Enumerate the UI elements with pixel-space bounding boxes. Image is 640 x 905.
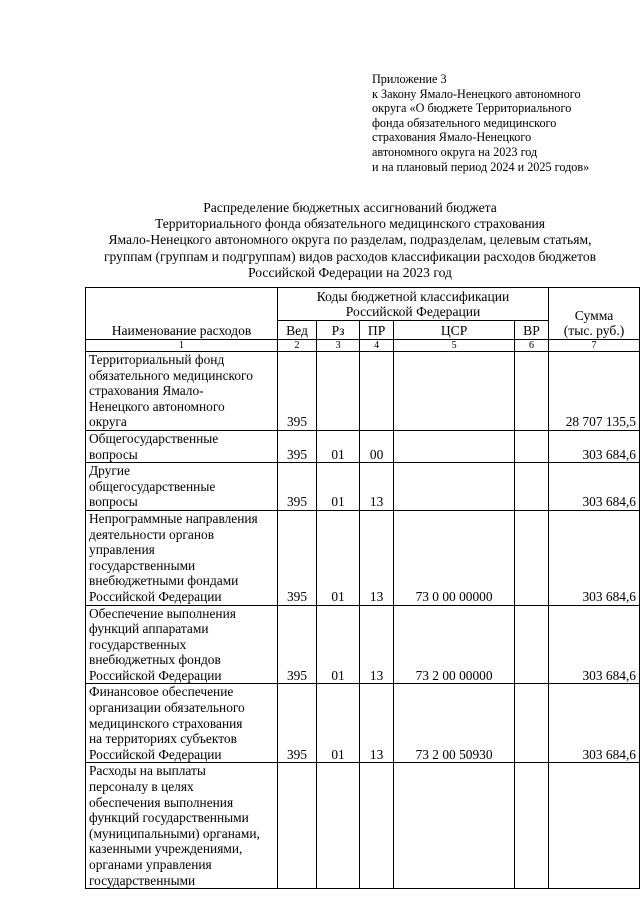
column-index-row [86,340,640,352]
header-sum [549,288,640,340]
row-name-line: страхования Ямало- [89,383,204,399]
row-sum: 303 684,6 [549,510,640,605]
table-row [86,352,640,431]
table-row [86,463,640,511]
row-name-line: медицинского страхования [89,715,243,731]
header-name: Наименование расходов [86,288,278,340]
title-line: Ямало-Ненецкого автономного округа по разделам, подразделам, целевым статьям, [108,232,592,248]
row-name-line: персоналу в целях [89,779,194,795]
column-index: 7 [549,340,640,352]
row-vr [514,352,548,431]
row-ved [278,763,317,889]
row-name [86,510,278,605]
table-row [86,430,640,462]
row-name-line: Территориальный фонд [89,352,225,367]
row-name-line: Обеспечение выполнения [89,605,236,621]
row-sum: 303 684,6 [549,684,640,763]
row-sum: 28 707 135,5 [549,352,640,431]
row-csr [394,430,515,462]
row-name-line: казенными учреждениями, [89,841,243,857]
row-ved: 395 [278,605,317,684]
column-index: 2 [278,340,317,352]
row-pr: 13 [360,684,394,763]
row-rz: 01 [317,510,360,605]
row-rz: 01 [317,463,360,511]
header-sum-line1: Сумма [574,307,614,323]
row-rz: 01 [317,430,360,462]
row-name-line: на территориях субъектов [89,731,237,747]
table-row [86,510,640,605]
row-rz [317,763,360,889]
document-title [60,200,640,281]
row-pr [360,352,394,431]
row-name-line: вопросы [89,494,138,510]
row-name [86,605,278,684]
row-name-line: Расходы на выплаты [89,763,206,779]
appendix-line: автономного округа на 2023 год [372,144,538,159]
row-name-line: Российской Федерации [89,746,222,762]
row-name-line: государственными [89,557,196,573]
row-name-line: организации обязательного [89,700,245,716]
row-name-line: Российской Федерации [89,588,222,604]
row-ved: 395 [278,430,317,462]
header-codes [278,288,549,321]
row-name [86,352,278,431]
appendix-line: округа «О бюджете Территориального [372,101,572,116]
column-index: 3 [317,340,360,352]
row-name-line: Непрограммные направления [89,510,258,526]
row-name [86,430,278,462]
row-csr [394,463,515,511]
row-rz: 01 [317,684,360,763]
row-pr: 00 [360,430,394,462]
header-vr: ВР [514,321,548,340]
row-name-line: внебюджетными фондами [89,573,239,589]
row-name-line: органами управления [89,857,212,872]
row-rz: 01 [317,605,360,684]
row-name-line: общегосударственные [89,478,216,494]
appendix-line: страхования Ямало-Ненецкого [372,130,532,145]
appendix-line: и на плановый период 2024 и 2025 годов» [372,159,590,174]
row-name-line: (муниципальными) органами, [89,825,260,841]
column-index: 4 [360,340,394,352]
row-pr [360,763,394,889]
row-name [86,463,278,511]
header-csr: ЦСР [394,321,515,340]
title-line: Распределение бюджетных ассигнований бюджета [203,200,497,215]
row-vr [514,510,548,605]
row-name [86,684,278,763]
header-pr: ПР [360,321,394,340]
row-csr: 73 0 00 00000 [394,510,515,605]
header-codes-line2: Российской Федерации [345,304,481,320]
appendix-line: Приложение 3 [372,72,447,86]
header-ved: Вед [278,321,317,340]
row-sum: 303 684,6 [549,605,640,684]
budget-table [85,287,640,889]
row-pr: 13 [360,605,394,684]
row-sum [549,763,640,889]
row-name-line: Ненецкого автономного [89,398,225,414]
appendix-line: к Закону Ямало-Ненецкого автономного [372,86,581,101]
row-vr [514,684,548,763]
row-name-line: деятельности органов [89,526,215,542]
row-name-line: обязательного медицинского [89,367,253,383]
row-sum: 303 684,6 [549,463,640,511]
row-csr: 73 2 00 50930 [394,684,515,763]
table-row [86,605,640,684]
appendix-line: фонда обязательного медицинского [372,115,557,130]
row-vr [514,430,548,462]
row-name-line: Российской Федерации [89,667,222,683]
row-ved: 395 [278,352,317,431]
row-csr: 73 2 00 00000 [394,605,515,684]
row-vr [514,763,548,889]
row-vr [514,463,548,511]
row-name-line: управления [89,542,155,558]
row-name-line: функций государственными [89,810,249,826]
table-row [86,684,640,763]
row-ved: 395 [278,510,317,605]
row-ved: 395 [278,684,317,763]
header-codes-line1: Коды бюджетной классификации [316,288,510,304]
row-name-line: Общегосударственные [89,430,219,446]
row-name-line: внебюджетных фондов [89,652,221,668]
row-pr: 13 [360,463,394,511]
table-row [86,763,640,889]
row-name [86,763,278,889]
column-index: 1 [86,340,278,352]
row-name-line: государственных [89,636,187,652]
title-line: Территориального фонда обязательного медицинского страхования [154,216,546,232]
row-csr [394,352,515,431]
row-name-line: Финансовое обеспечение [89,684,234,700]
row-vr [514,605,548,684]
title-line: Российской Федерации на 2023 год [248,264,452,280]
appendix-reference [372,72,589,174]
row-name-line: округа [89,414,127,430]
column-index: 5 [394,340,515,352]
row-sum: 303 684,6 [549,430,640,462]
row-pr: 13 [360,510,394,605]
title-line: группам (группам и подгруппам) видов расходов классификации расходов бюджетов [103,248,597,264]
row-csr [394,763,515,889]
row-ved: 395 [278,463,317,511]
header-rz: Рз [317,321,360,340]
row-name-line: вопросы [89,446,138,462]
row-rz [317,352,360,431]
row-name-line: функций аппаратами [89,621,209,637]
row-name-line: Другие [89,463,130,479]
column-index: 6 [514,340,548,352]
row-name-line: обеспечения выполнения [89,794,234,810]
header-sum-line2: (тыс. руб.) [563,323,625,339]
row-name-line: государственными [89,872,196,888]
